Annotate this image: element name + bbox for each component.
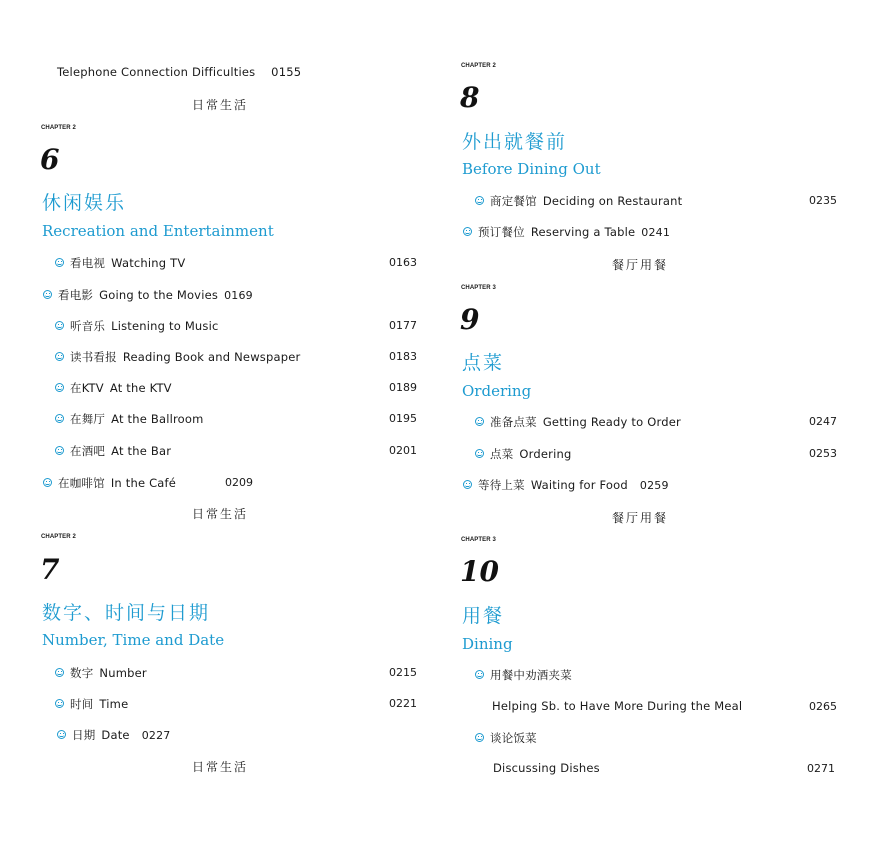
toc-entry-cafe[interactable] (43, 475, 176, 491)
toc-entry-watching-tv[interactable] (55, 255, 185, 271)
entry-en: Going to the Movies (99, 288, 219, 302)
entry-cn: 看电视 (70, 256, 106, 270)
entry-en: Listening to Music (111, 319, 219, 333)
smiley-icon (475, 449, 484, 458)
entry-cn: 用餐中劝酒夹菜 (490, 668, 572, 682)
smiley-icon (55, 321, 64, 330)
chapter-label: CHAPTER 2 (41, 534, 76, 540)
toc-entry-waiting[interactable] (463, 477, 669, 493)
toc-entry-number[interactable] (55, 665, 147, 681)
entry-en: Watching TV (111, 256, 186, 270)
entry-page: 0169 (224, 289, 253, 302)
entry-en: Getting Ready to Order (542, 415, 681, 429)
chapter-title-cn: 外出就餐前 (462, 131, 568, 153)
entry-page: 0189 (389, 381, 417, 394)
toc-entry-discussing-cn[interactable] (475, 730, 537, 746)
smiley-icon (475, 196, 484, 205)
section-heading: 餐厅用餐 (612, 511, 669, 525)
toc-entry-ready-to-order[interactable] (475, 414, 681, 430)
chapter-number: 10 (460, 555, 499, 588)
entry-cn: 读书看报 (70, 350, 117, 364)
entry-page: 0259 (639, 479, 669, 492)
entry-cn: 在KTV (70, 381, 104, 395)
smiley-icon (475, 417, 484, 426)
toc-entry-music[interactable] (55, 318, 219, 334)
smiley-icon (475, 670, 484, 679)
entry-en: Deciding on Restaurant (542, 194, 683, 208)
toc-entry-date[interactable] (57, 727, 171, 743)
toc-entry-time[interactable] (55, 696, 128, 712)
section-heading: 日常生活 (192, 98, 249, 112)
entry-cn: 等待上菜 (478, 478, 525, 492)
chapter-title-cn: 点菜 (462, 352, 505, 374)
chapter-title-cn: 数字、时间与日期 (42, 602, 211, 624)
toc-entry-reserving[interactable] (463, 224, 670, 240)
chapter-title-en: Ordering (462, 382, 532, 400)
entry-cn: 日期 (72, 728, 96, 742)
toc-entry[interactable] (57, 65, 301, 79)
chapter-label: CHAPTER 2 (41, 125, 76, 131)
entry-cn: 看电影 (58, 288, 94, 302)
chapter-number: 9 (460, 303, 480, 336)
entry-en: Date (101, 728, 130, 742)
toc-entry-reading[interactable] (55, 349, 300, 365)
entry-en: Discussing Dishes (493, 761, 600, 775)
entry-en: At the Ballroom (111, 412, 204, 426)
section-heading: 日常生活 (192, 760, 249, 774)
smiley-icon (55, 668, 64, 677)
smiley-icon (55, 446, 64, 455)
entry-page: 0227 (141, 729, 171, 742)
chapter-label: CHAPTER 2 (461, 63, 496, 69)
right-column (420, 0, 837, 842)
left-column (0, 0, 417, 842)
entry-en: Helping Sb. to Have More During the Meal (492, 699, 743, 713)
smiley-icon (463, 480, 472, 489)
entry-page: 0235 (809, 194, 837, 207)
entry-page: 0271 (807, 762, 835, 775)
toc-entry-dining-cn[interactable] (475, 667, 572, 683)
entry-page: 0201 (389, 444, 417, 457)
smiley-icon (463, 227, 472, 236)
entry-en: Reserving a Table (530, 225, 636, 239)
entry-cn: 商定餐馆 (490, 194, 537, 208)
entry-en: At the Bar (111, 444, 172, 458)
entry-page: 0209 (225, 476, 253, 489)
smiley-icon (55, 699, 64, 708)
section-heading: 日常生活 (192, 507, 249, 521)
smiley-icon (55, 414, 64, 423)
toc-entry-dining-en[interactable] (492, 699, 742, 713)
chapter-title-en: Dining (462, 635, 513, 653)
chapter-title-en: Before Dining Out (462, 160, 601, 178)
entry-page: 0253 (809, 447, 837, 460)
entry-en: Waiting for Food (530, 478, 628, 492)
entry-page: 0195 (389, 412, 417, 425)
entry-cn: 准备点菜 (490, 415, 537, 429)
entry-page: 0163 (389, 256, 417, 269)
entry-cn: 点菜 (490, 447, 514, 461)
chapter-number: 6 (40, 143, 60, 176)
entry-page: 0177 (389, 319, 417, 332)
entry-en: At the KTV (109, 381, 172, 395)
entry-en: Reading Book and Newspaper (122, 350, 301, 364)
entry-cn: 数字 (70, 666, 94, 680)
entry-cn: 预订餐位 (478, 225, 525, 239)
chapter-number: 7 (40, 553, 60, 586)
entry-page: 0155 (271, 65, 302, 79)
chapter-number: 8 (460, 81, 480, 114)
smiley-icon (55, 352, 64, 361)
smiley-icon (55, 383, 64, 392)
entry-en: Ordering (519, 447, 572, 461)
entry-en: Time (99, 697, 129, 711)
toc-entry-bar[interactable] (55, 443, 171, 459)
chapter-label: CHAPTER 3 (461, 285, 496, 291)
chapter-title-en: Number, Time and Date (42, 631, 225, 649)
toc-entry-discussing-en[interactable] (493, 761, 600, 775)
smiley-icon (475, 733, 484, 742)
smiley-icon (43, 290, 52, 299)
chapter-title-cn: 用餐 (462, 605, 505, 627)
entry-cn: 时间 (70, 697, 94, 711)
chapter-title-cn: 休闲娱乐 (42, 192, 127, 214)
entry-page: 0265 (809, 700, 837, 713)
entry-cn: 谈论饭菜 (490, 731, 537, 745)
section-heading: 餐厅用餐 (612, 258, 669, 272)
smiley-icon (43, 478, 52, 487)
chapter-title-en: Recreation and Entertainment (42, 222, 274, 240)
entry-page: 0221 (389, 697, 417, 710)
toc-entry-ordering[interactable] (475, 446, 571, 462)
entry-page: 0241 (641, 226, 671, 239)
chapter-label: CHAPTER 3 (461, 537, 496, 543)
entry-cn: 在咖啡馆 (58, 476, 105, 490)
entry-cn: 听音乐 (70, 319, 106, 333)
entry-cn: 在舞厅 (70, 412, 106, 426)
entry-en: In the Café (110, 476, 177, 490)
entry-cn: 在酒吧 (70, 444, 106, 458)
smiley-icon (57, 730, 66, 739)
entry-page: 0183 (389, 350, 417, 363)
toc-entry-movies[interactable] (43, 287, 253, 303)
toc-entry-ktv[interactable] (55, 380, 172, 396)
entry-page: 0247 (809, 415, 837, 428)
entry-en: Number (99, 666, 147, 680)
entry-title: Telephone Connection Difficulties (57, 65, 256, 79)
toc-entry-ballroom[interactable] (55, 411, 204, 427)
entry-page: 0215 (389, 666, 417, 679)
smiley-icon (55, 258, 64, 267)
toc-entry-deciding[interactable] (475, 193, 682, 209)
